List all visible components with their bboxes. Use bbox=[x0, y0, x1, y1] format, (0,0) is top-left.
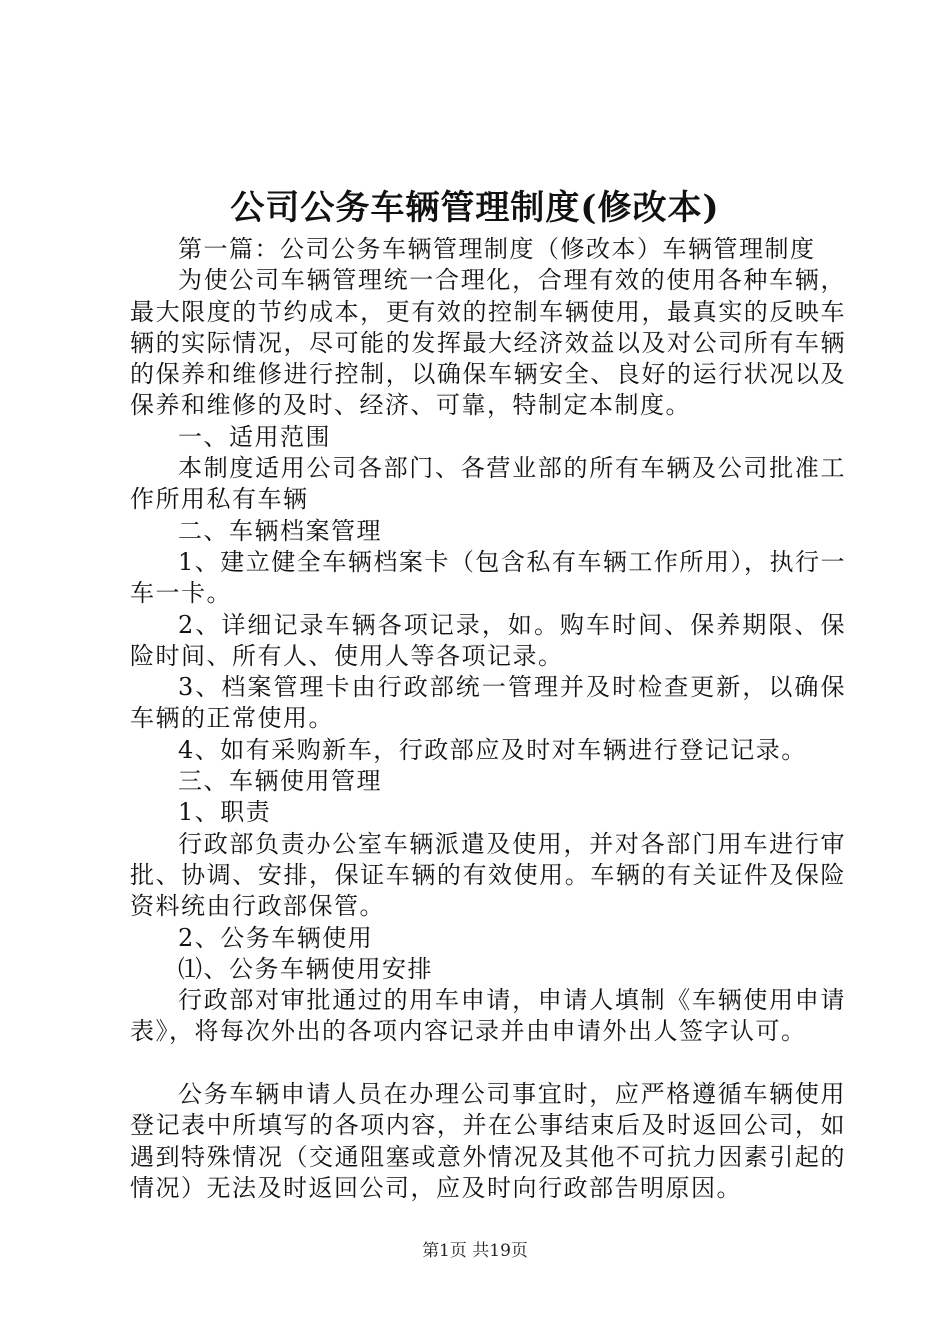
section-heading: 一、适用范围 bbox=[178, 422, 331, 451]
section-heading: 第一篇：公司公务车辆管理制度（修改本）车辆管理制度 bbox=[178, 235, 816, 263]
section-heading: 三、车辆使用管理 bbox=[178, 767, 382, 796]
subsection-heading: 1、职责 bbox=[178, 798, 272, 827]
list-item: 4、如有采购新车，行政部应及时对车辆进行登记记录。 bbox=[178, 735, 807, 764]
list-item: 3、档案管理卡由行政部统一管理并及时检查更新，以确保车辆的正常使用。 bbox=[130, 673, 846, 733]
document-title: 公司公务车辆管理制度(修改本) bbox=[230, 188, 720, 228]
document-body bbox=[130, 234, 846, 1204]
page-footer: 第1页 共19页 bbox=[422, 1241, 528, 1261]
body-paragraph: 行政部对审批通过的用车申请，申请人填制《车辆使用申请表》，将每次外出的各项内容记录并由申请外出人签字认可。 bbox=[130, 986, 846, 1046]
subsection-heading: ⑴、公务车辆使用安排 bbox=[178, 954, 433, 983]
section-heading: 二、车辆档案管理 bbox=[178, 516, 382, 545]
list-item: 2、详细记录车辆各项记录，如。购车时间、保养期限、保险时间、所有人、使用人等各项记录。 bbox=[130, 610, 846, 670]
intro-paragraph: 为使公司车辆管理统一合理化，合理有效的使用各种车辆，最大限度的节约成本，更有效的控制车辆使用，最真实的反映车辆的实际情况，尽可能的发挥最大经济效益以及对公司所有车辆的保养和维修进行控制，以确保车辆安全、良好的运行状况以及保养和维修的及时、经济、可靠，特制定本制度。 bbox=[130, 266, 846, 420]
list-item: 1、建立健全车辆档案卡（包含私有车辆工作所用），执行一车一卡。 bbox=[130, 547, 846, 608]
body-paragraph: 行政部负责办公室车辆派遣及使用，并对各部门用车进行审批、协调、安排，保证车辆的有效使用。车辆的有关证件及保险资料统由行政部保管。 bbox=[130, 829, 846, 921]
body-paragraph: 公务车辆申请人员在办理公司事宜时，应严格遵循车辆使用登记表中所填写的各项内容，并在公事结束后及时返回公司，如遇到特殊情况（交通阻塞或意外情况及其他不可抗力因素引起的情况）无法及时返回公司，应及时向行政部告明原因。 bbox=[130, 1080, 846, 1202]
subsection-heading: 2、公务车辆使用 bbox=[178, 923, 374, 952]
body-paragraph: 本制度适用公司各部门、各营业部的所有车辆及公司批准工作所用私有车辆 bbox=[130, 454, 846, 514]
